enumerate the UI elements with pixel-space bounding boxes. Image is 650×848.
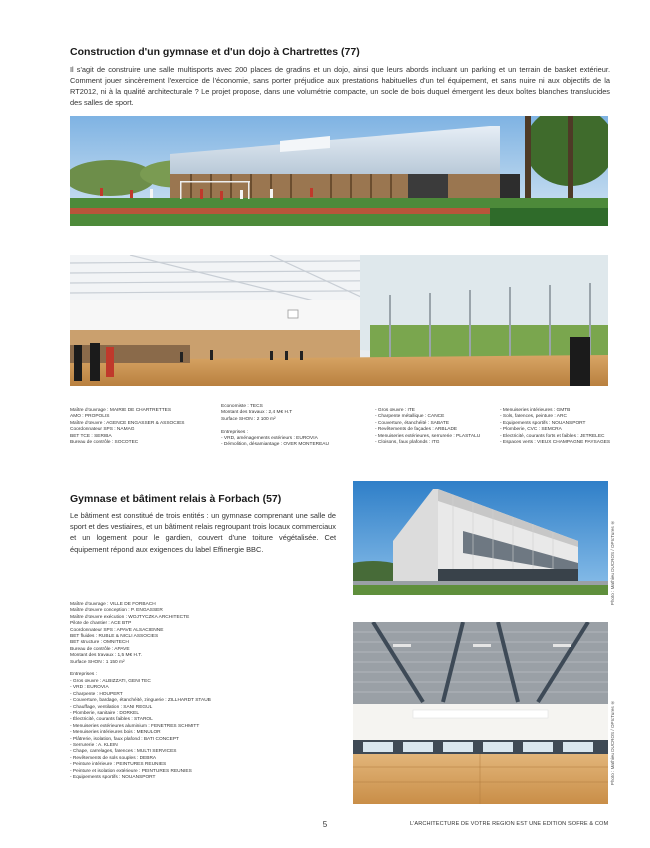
article2-specs: Maître d'ouvrage : VILLE DE FORBACH Maître d'œuvre conception : P. ENGASSER Maître d'œuvre exécution : WOJTYCZKA ARCHITECTE Pilote de chantier : ACE BTP Coordonnateur SPS : APAVE ALSACIENNE BET fluides : RUBLE & NICLI ASSOCIES BET structure : OMNITECH Bureau de contrôle : APAVE Montant des travaux : 1,5 M€ H.T. Surface SHON : 1 150 m² Entreprises : - Gros œuvre : ALBIZZATI, GENI TEC - VRD : EUROVIA - Charpente : HOUPERT - Couverture, bardage, étanchéité, zinguerie : ZILLHARDT STAUB - Chauffage, ventilation : SANI REGUL - Plomberie, sanitaire : DORKEL - Électricité, courants faibles : STAROL - Menuiseries extérieures aluminium : FENETRES SCHMITT - Menuiseries intérieures bois : MENULOR - Plâtrerie, isolation, faux plafond : BATI CONCEPT - Serrurerie : A. KLEIN - Chape, carrelages, faïences : MULTI SERVICES - Revêtements de sols souples : DEBRA - Peinture intérieure : PEINTURES REUNIES - Peinture et isolation extérieure : PEINTURES REUNIES - Equipements sportifs : NOUANSPORT <box>70 602 211 780</box>
article1-specs-col4: - Menuiseries intérieures : GMTB - Sols, faïences, peinture : ARC - Equipements sportifs : NOUANSPORT - Plomberie, CVC : SEMCRA - Electricité, courants forts et faibles : JETRELEC - Espaces verts : VIEUX CHAMPAGNE PAYSAGES <box>500 408 611 446</box>
article2-intro: Le bâtiment est constitué de trois entités : un gymnase comprenant une salle de sport et des vestiaires, et un bâtiment relais regroupant trois locaux commerciaux et un logement pour le gardien, couvert d'une toiture végétalisée. Cet équipement répond aux exigences du label Effinergie BBC. <box>70 511 336 554</box>
article1-title: Construction d'un gymnase et d'un dojo à Chartrettes (77) <box>70 46 360 58</box>
article1-specs-col3: - Gros œuvre : ITE - Charpente métallique : CANCE - Couverture, étanchéité : SABATE - Revêtements de façades : ARBLADE - Menuiseries extérieures, serrurerie : PLASTALU - Cloisons, faux plafonds : ITG <box>375 408 481 446</box>
footer-publisher: L'ARCHITECTURE DE VOTRE REGION EST UNE EDITION SOFRE & COM <box>410 821 609 827</box>
article1-specs-col2: Economiste : TECS Montant des travaux : 2,4 M€ H.T Surface SHON : 2 100 m² Entreprises : - VRD, aménagements extérieurs : EUROVIA - Démolition, désamiantage : OVER MONTEREAU <box>221 404 329 448</box>
photo-chartrettes-exterior <box>70 116 608 226</box>
photo-credit-exterior: Photo : Mathieu DUCROS / OPIcTures ® <box>610 520 615 606</box>
photo-chartrettes-interior <box>70 255 608 386</box>
photo-forbach-interior <box>353 622 608 804</box>
photo-forbach-exterior <box>353 481 608 595</box>
article1-intro: Il s'agit de construire une salle multisports avec 200 places de gradins et un dojo, ainsi que leurs abords incluant un parking et un terrain de basket extérieur. Comment jouer sincèrement l'exercice de l'économie, sans porter préjudice aux prestations habituelles d'un tel équipement, et sans nuire ni aux objectifs de la RT2012, ni à la qualité architecturale ? Le projet propose, dans une volumétrie compacte, un socle de bois duquel émergent les deux boîtes blanches translucides des salles de sport. <box>70 65 610 107</box>
page-number: 5 <box>322 820 328 829</box>
photo-credit-interior: Photo : Mathieu DUCROS / OPIcTures ® <box>610 700 615 786</box>
article2-title: Gymnase et bâtiment relais à Forbach (57) <box>70 493 282 505</box>
article1-specs-col1: Maître d'ouvrage : MAIRIE DE CHARTRETTES AMO : PROPOLIS Maître d'œuvre : AGENCE ENGASSER & ASSOCIES Coordonnateur SPS : NAMAG BET TCE : SERIBA Bureau de contrôle : SOCOTEC <box>70 408 185 446</box>
